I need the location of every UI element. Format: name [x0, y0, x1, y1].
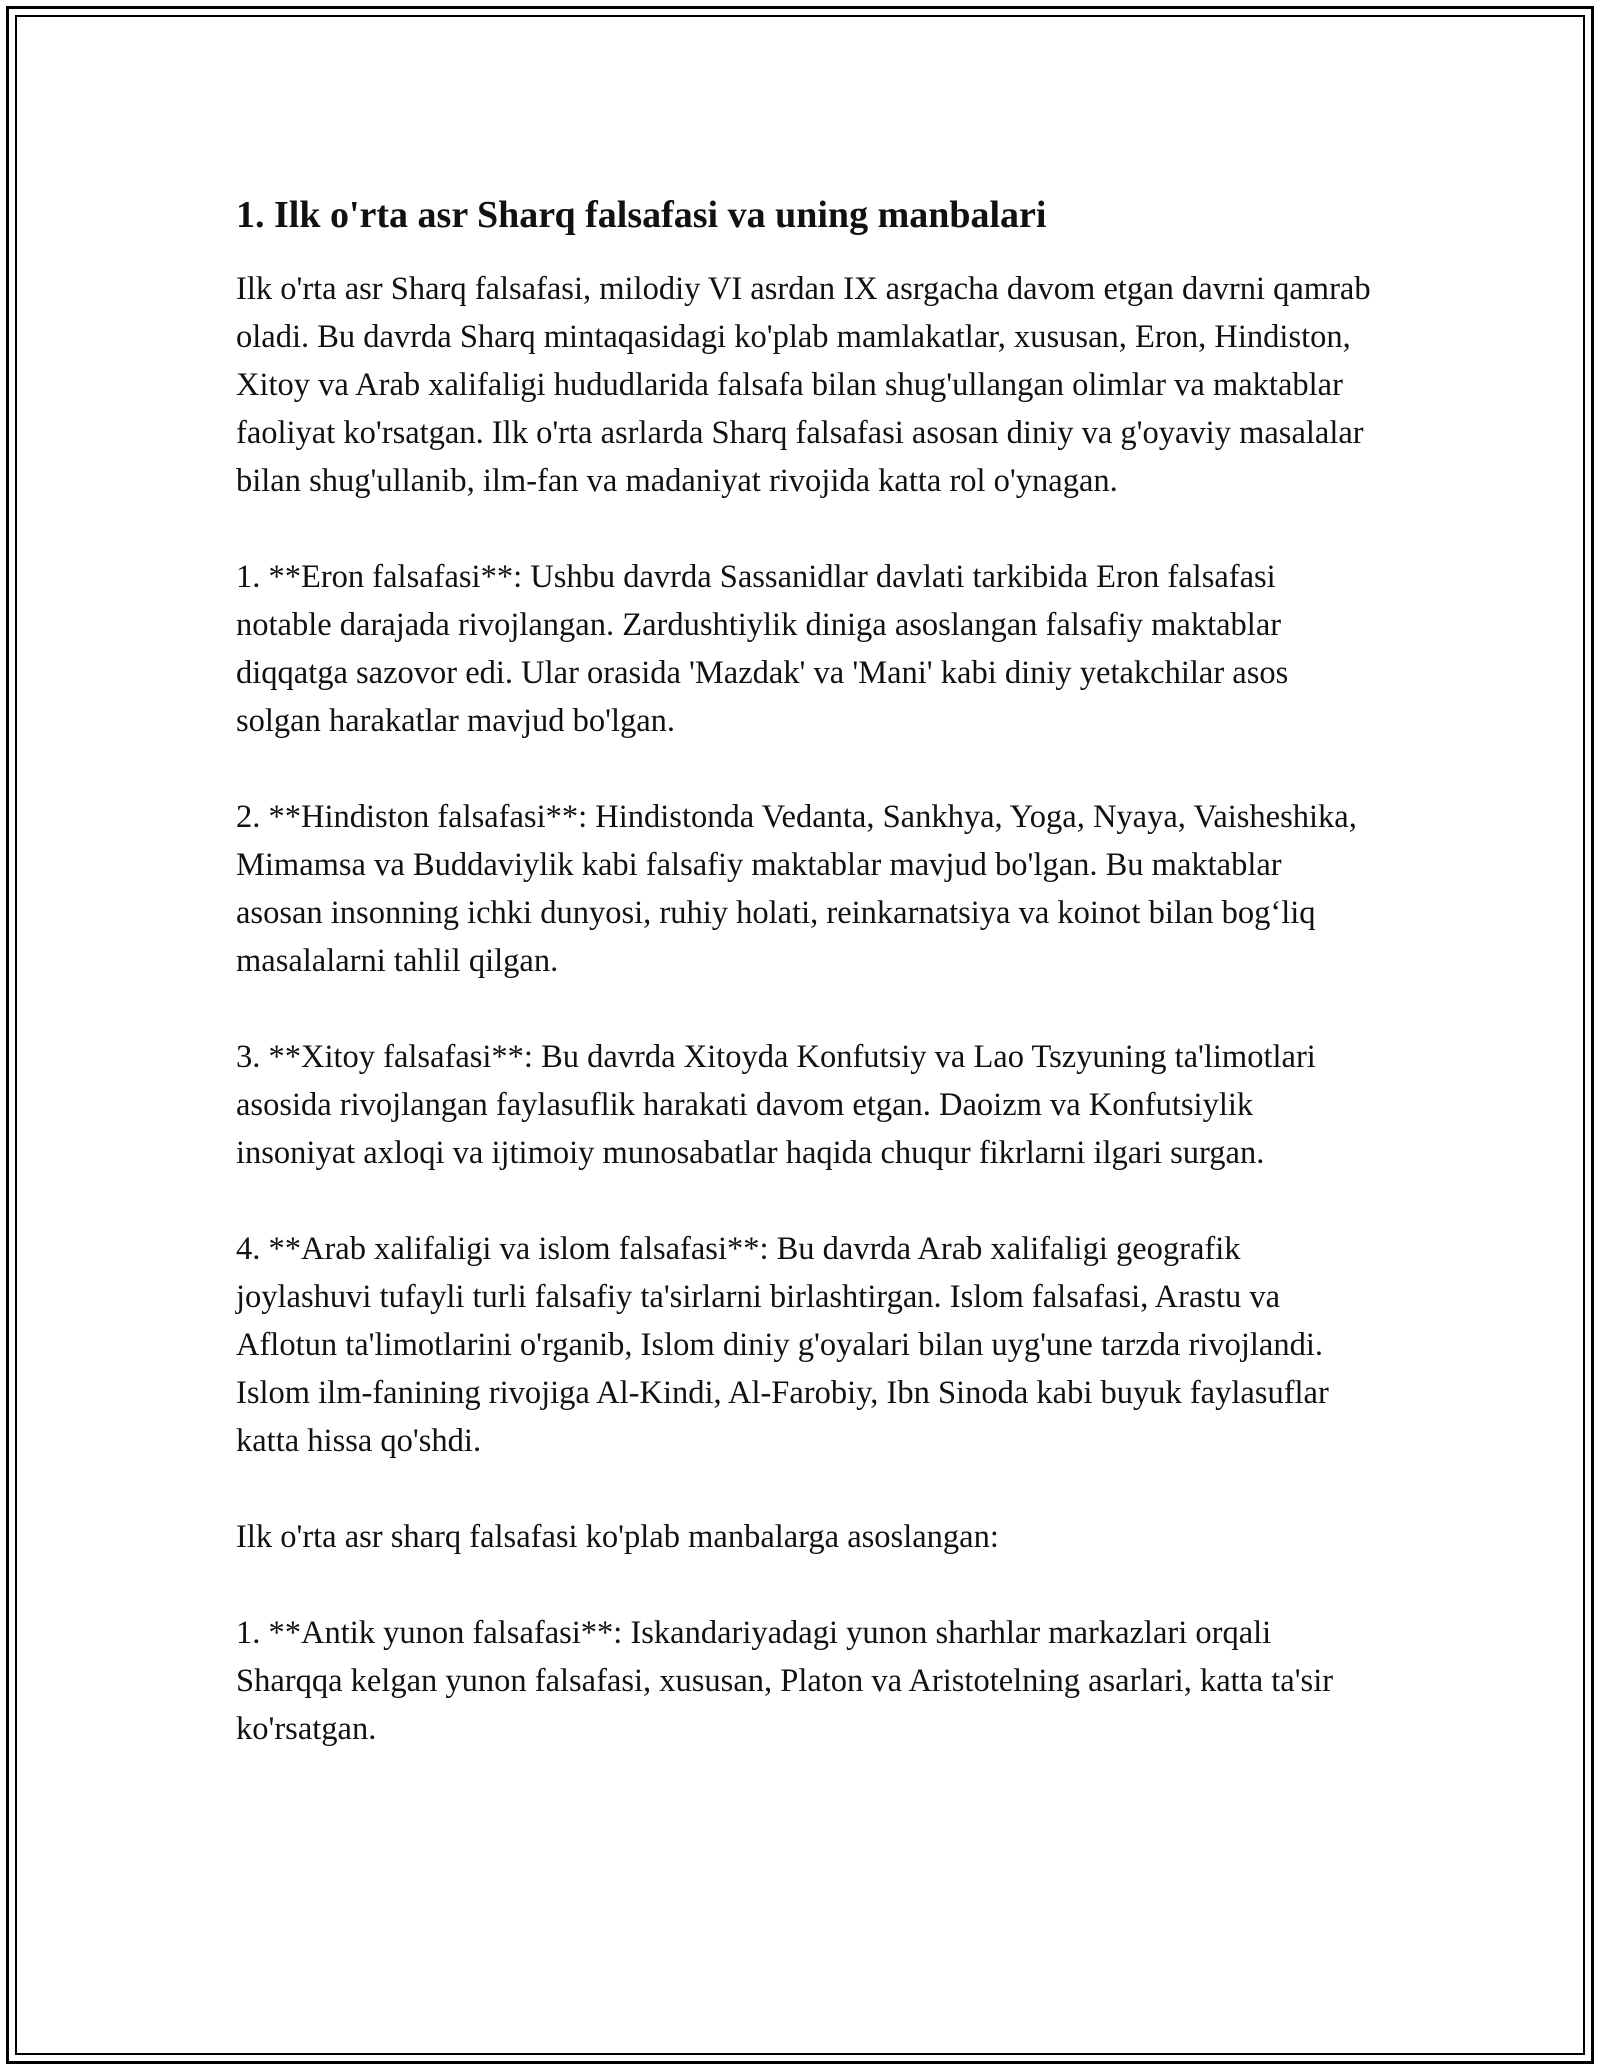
list-item-eron: 1. **Eron falsafasi**: Ushbu davrda Sassanidlar davlati tarkibida Eron falsafasi notable darajada rivojlangan. Zardushtiylik diniga asoslangan falsafiy maktablar diqqatga sazovor edi. Ular orasida 'Mazdak' va 'Mani' kabi diniy yetakchilar asos solgan harakatlar mavjud bo'lgan. [236, 559, 1289, 739]
document-body [236, 185, 1376, 1753]
list-item-arab: 4. **Arab xalifaligi va islom falsafasi**: Bu davrda Arab xalifaligi geografik joylashuvi tufayli turli falsafiy ta'sirlarni birlashtirgan. Islom falsafasi, Arastu va Aflotun ta'limotlarini o'rganib, Islom diniy g'oyalari bilan uyg'une tarzda rivojlandi. Islom ilm-fanining rivojiga Al-Kindi, Al-Farobiy, Ibn Sinoda kabi buyuk faylasuflar katta hissa qo'shdi. [236, 1231, 1329, 1459]
sources-intro-paragraph: Ilk o'rta asr sharq falsafasi ko'plab manbalarga asoslangan: [236, 1519, 999, 1555]
list-item-xitoy: 3. **Xitoy falsafasi**: Bu davrda Xitoyda Konfutsiy va Lao Tszyuning ta'limotlari asosida rivojlangan faylasuflik harakati davom etgan. Daoizm va Konfutsiylik insoniyat axloqi va ijtimoiy munosabatlar haqida chuqur fikrlarni ilgari surgan. [236, 1039, 1316, 1171]
page-title: 1. Ilk o'rta asr Sharq falsafasi va uning manbalari [236, 194, 1047, 236]
list-item-antik-yunon: 1. **Antik yunon falsafasi**: Iskandariyadagi yunon sharhlar markazlari orqali Sharqqa kelgan yunon falsafasi, xususan, Platon va Aristotelning asarlari, katta ta'sir ko'rsatgan. [236, 1615, 1334, 1747]
intro-paragraph: Ilk o'rta asr Sharq falsafasi, milodiy VI asrdan IX asrgacha davom etgan davrni qamrab oladi. Bu davrda Sharq mintaqasidagi ko'plab mamlakatlar, xususan, Eron, Hindiston, Xitoy va Arab xalifaligi hududlarida falsafa bilan shug'ullangan olimlar va maktablar faoliyat ko'rsatgan. Ilk o'rta asrlarda Sharq falsafasi asosan diniy va g'oyaviy masalalar bilan shug'ullanib, ilm-fan va madaniyat rivojida katta rol o'ynagan. [236, 271, 1371, 499]
list-item-hindiston: 2. **Hindiston falsafasi**: Hindistonda Vedanta, Sankhya, Yoga, Nyaya, Vaisheshika, Mimamsa va Buddaviylik kabi falsafiy maktablar mavjud bo'lgan. Bu maktablar asosan insonning ichki dunyosi, ruhiy holati, reinkarnatsiya va koinot bilan bog‘liq masalalarni tahlil qilgan. [236, 799, 1357, 979]
